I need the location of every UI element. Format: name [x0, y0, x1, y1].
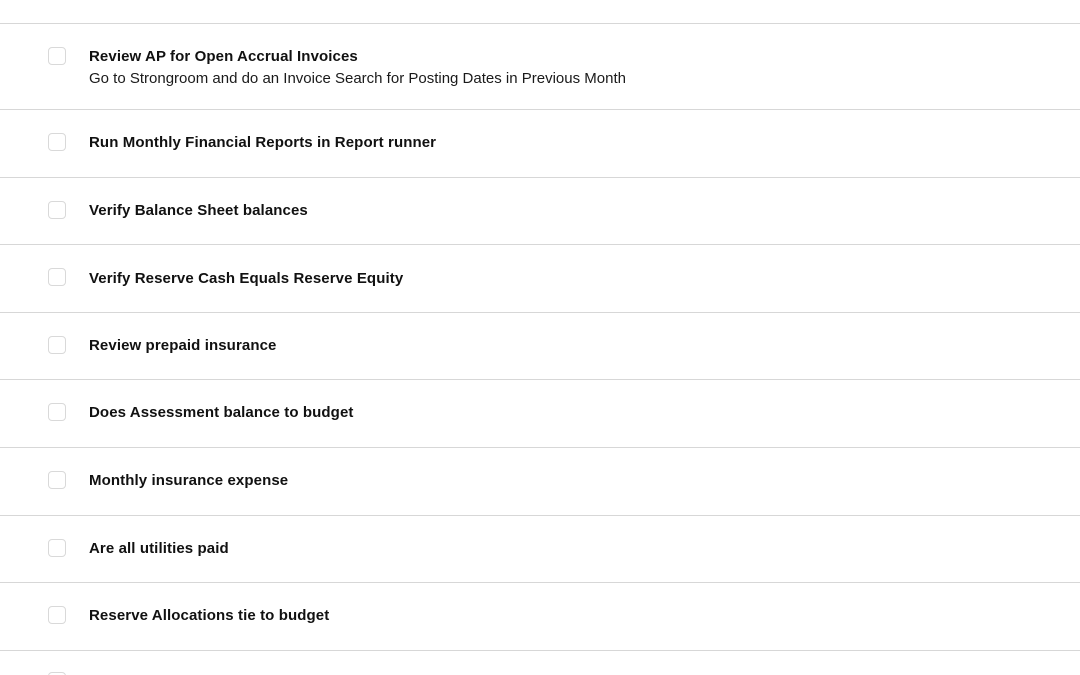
task-title: Monthly insurance expense	[89, 472, 289, 489]
checklist-item	[0, 583, 1080, 650]
task-title: Are all utilities paid	[89, 540, 229, 557]
checklist-item	[0, 24, 1080, 109]
task-checkbox[interactable]	[48, 606, 66, 624]
checklist-item	[0, 380, 1080, 447]
task-title: Does Assessment balance to budget	[89, 404, 354, 421]
checklist-item	[0, 448, 1080, 515]
task-description: Go to Strongroom and do an Invoice Search for Posting Dates in Previous Month	[89, 70, 626, 87]
task-title: Run Monthly Financial Reports in Report runner	[89, 134, 437, 151]
task-title: Verify Balance Sheet balances	[89, 202, 308, 219]
task-checkbox[interactable]	[48, 336, 66, 354]
task-checkbox[interactable]	[48, 471, 66, 489]
task-checkbox[interactable]	[48, 539, 66, 557]
task-title: Reserve Allocations tie to budget	[89, 607, 330, 624]
task-checkbox[interactable]	[48, 133, 66, 151]
checklist-item	[0, 110, 1080, 177]
task-checkbox[interactable]	[48, 47, 66, 65]
checklist-item	[0, 245, 1080, 312]
checklist-item	[0, 516, 1080, 582]
checklist-item	[0, 178, 1080, 244]
task-title: Verify Reserve Cash Equals Reserve Equity	[89, 270, 404, 287]
task-checkbox[interactable]	[48, 403, 66, 421]
checklist-item	[0, 313, 1080, 379]
task-title: Review prepaid insurance	[89, 337, 277, 354]
task-checkbox[interactable]	[48, 201, 66, 219]
row-divider	[0, 650, 1080, 651]
task-checkbox[interactable]	[48, 268, 66, 286]
task-title: Review AP for Open Accrual Invoices	[89, 48, 358, 65]
